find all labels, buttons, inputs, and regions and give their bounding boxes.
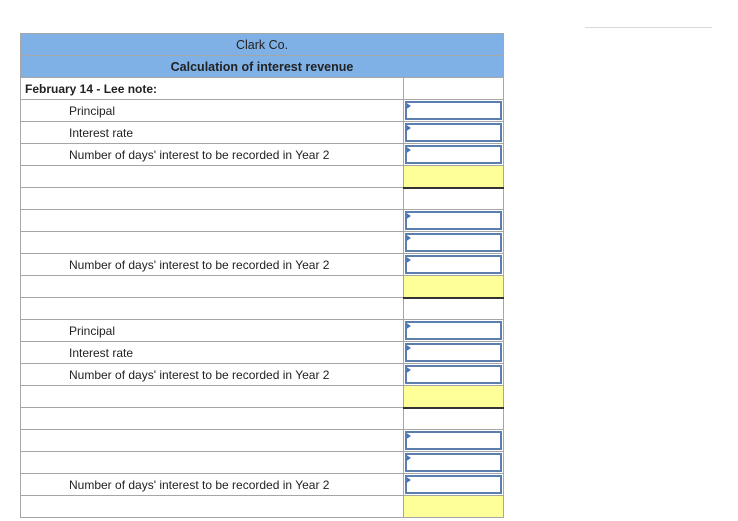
row-label [21, 452, 404, 474]
amount-input-cell[interactable] [404, 144, 504, 166]
table-row [21, 452, 504, 474]
worksheet-body [21, 34, 504, 518]
blank-cell [404, 408, 504, 430]
amount-input-cell[interactable] [404, 210, 504, 232]
amount-input-cell[interactable] [404, 254, 504, 276]
amount-input[interactable] [407, 455, 504, 472]
table-row [21, 320, 504, 342]
amount-input-cell[interactable] [404, 320, 504, 342]
row-label: Number of days' interest to be recorded in Year 2 [21, 144, 404, 166]
table-row [21, 342, 504, 364]
amount-input[interactable] [407, 345, 504, 362]
amount-input-cell[interactable] [404, 232, 504, 254]
amount-input[interactable] [407, 235, 504, 252]
section-value-cell [404, 78, 504, 100]
row-label: Interest rate [21, 122, 404, 144]
row-label [21, 298, 404, 320]
row-label [21, 386, 404, 408]
amount-input[interactable] [407, 213, 504, 230]
section-row [21, 78, 504, 100]
table-row [21, 210, 504, 232]
amount-input-cell[interactable] [404, 122, 504, 144]
amount-input-cell[interactable] [404, 342, 504, 364]
table-row [21, 408, 504, 430]
blank-cell [404, 298, 504, 320]
table-row [21, 188, 504, 210]
result-cell [404, 166, 504, 188]
table-row [21, 100, 504, 122]
amount-input[interactable] [407, 477, 504, 494]
row-label: Number of days' interest to be recorded in Year 2 [21, 474, 404, 496]
amount-input[interactable] [407, 367, 504, 384]
worksheet-subtitle: Calculation of interest revenue [21, 56, 504, 78]
amount-input-cell[interactable] [404, 100, 504, 122]
row-label [21, 166, 404, 188]
amount-input[interactable] [407, 125, 504, 142]
table-row [21, 166, 504, 188]
row-label: Principal [21, 320, 404, 342]
interest-revenue-worksheet [20, 33, 504, 518]
table-row [21, 276, 504, 298]
table-row [21, 386, 504, 408]
row-label [21, 430, 404, 452]
row-label [21, 408, 404, 430]
amount-input-cell[interactable] [404, 452, 504, 474]
table-row [21, 232, 504, 254]
result-cell [404, 386, 504, 408]
table-row [21, 254, 504, 276]
amount-input[interactable] [407, 257, 504, 274]
amount-input[interactable] [407, 103, 504, 120]
table-row [21, 496, 504, 518]
row-label [21, 496, 404, 518]
table-row [21, 364, 504, 386]
table-row [21, 474, 504, 496]
table-row [21, 122, 504, 144]
header-row-subtitle [21, 56, 504, 78]
row-label: Number of days' interest to be recorded in Year 2 [21, 364, 404, 386]
amount-input[interactable] [407, 433, 504, 450]
row-label: Principal [21, 100, 404, 122]
blank-cell [404, 188, 504, 210]
top-divider [585, 27, 712, 28]
amount-input[interactable] [407, 147, 504, 164]
header-row-company [21, 34, 504, 56]
table-row [21, 144, 504, 166]
amount-input-cell[interactable] [404, 474, 504, 496]
row-label [21, 276, 404, 298]
table-row [21, 298, 504, 320]
row-label: Number of days' interest to be recorded in Year 2 [21, 254, 404, 276]
row-label [21, 210, 404, 232]
result-cell [404, 276, 504, 298]
result-cell [404, 496, 504, 518]
row-label: Interest rate [21, 342, 404, 364]
amount-input-cell[interactable] [404, 364, 504, 386]
amount-input[interactable] [407, 323, 504, 340]
table-row [21, 430, 504, 452]
section-label: February 14 - Lee note: [21, 78, 404, 100]
company-name: Clark Co. [21, 34, 504, 56]
row-label [21, 188, 404, 210]
amount-input-cell[interactable] [404, 430, 504, 452]
row-label [21, 232, 404, 254]
